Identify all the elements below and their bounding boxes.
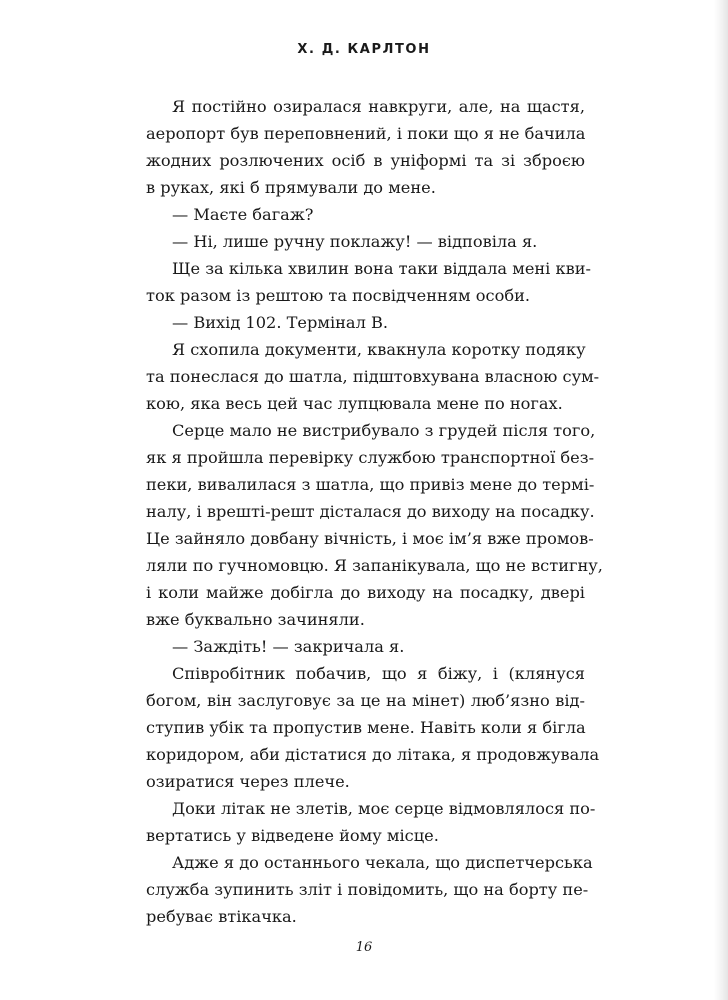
text-line: Ще за кілька хвилин вона таки віддала мені кви- (172, 259, 591, 278)
paragraph (146, 309, 585, 336)
text-line: Адже я до останнього чекала, що диспетчерська (172, 853, 593, 872)
body-text (146, 93, 603, 930)
text-line: ступив убік та пропустив мене. Навіть коли я бігла (146, 718, 586, 737)
text-line: Співробітник побачив, що я біжу, і (клянуся (172, 664, 585, 683)
running-head: Х. Д. КАРЛТОН (297, 42, 431, 57)
text-line: як я пройшла перевірку службою транспортної без- (146, 448, 595, 467)
text-line: вертатись у відведене йому місце. (146, 826, 439, 845)
text-line: Доки літак не злетів, моє серце відмовлялося по- (172, 799, 596, 818)
text-line: Серце мало не вистрибувало з грудей після того, (172, 421, 596, 440)
text-line: Я схопила документи, квакнула коротку подяку (172, 340, 586, 359)
paragraph (146, 660, 600, 795)
text-line: налу, і врешті-решт дісталася до виходу на посадку. (146, 502, 595, 521)
page-number: 16 (355, 940, 373, 955)
text-line: — Вихід 102. Термінал В. (172, 313, 389, 332)
text-line: кою, яка весь цей час лупцювала мене по ногах. (146, 394, 563, 413)
text-line: ток разом із рештою та посвідченням особи. (146, 286, 531, 305)
text-line: — Маєте багаж? (172, 205, 314, 224)
paragraph (146, 93, 585, 201)
text-line: служба зупинить зліт і повідомить, що на борту пе- (146, 880, 589, 899)
paragraph (146, 417, 603, 633)
text-line: вже буквально зачиняли. (146, 610, 365, 629)
paragraph (146, 228, 585, 255)
text-line: — Ні, лише ручну поклажу! — відповіла я. (172, 232, 538, 251)
text-line: в руках, які б прямували до мене. (146, 178, 436, 197)
text-line: богом, він заслуговує за це на мінет) люб’язно від- (146, 691, 585, 710)
text-line: коридором, аби дістатися до літака, я продовжувала (146, 745, 600, 764)
paragraph (146, 336, 600, 417)
paragraph (146, 633, 585, 660)
page-edge-shadow (714, 0, 728, 1000)
text-line: та понеслася до шатла, підштовхувана власною сум- (146, 367, 600, 386)
text-line: Це зайняло довбану вічність, і моє ім’я вже промов- (146, 529, 594, 548)
text-line: пеки, вивалилася з шатла, що привіз мене до термі- (146, 475, 595, 494)
text-line: і коли майже добігла до виходу на посадку, двері (146, 583, 585, 602)
text-line: озиратися через плече. (146, 772, 350, 791)
text-line: аеропорт був переповнений, і поки що я не бачила (146, 124, 586, 143)
text-line: — Заждіть! — закричала я. (172, 637, 405, 656)
text-line: жодних розлючених осіб в уніформі та зі зброєю (146, 151, 585, 170)
paragraph (146, 201, 585, 228)
text-line: ляли по гучномовцю. Я запанікувала, що не встигну, (146, 556, 603, 575)
paragraph (146, 849, 593, 930)
paragraph (146, 255, 591, 309)
paragraph (146, 795, 596, 849)
text-line: ребуває втікачка. (146, 907, 297, 926)
text-line: Я постійно озиралася навкруги, але, на щастя, (172, 97, 585, 116)
